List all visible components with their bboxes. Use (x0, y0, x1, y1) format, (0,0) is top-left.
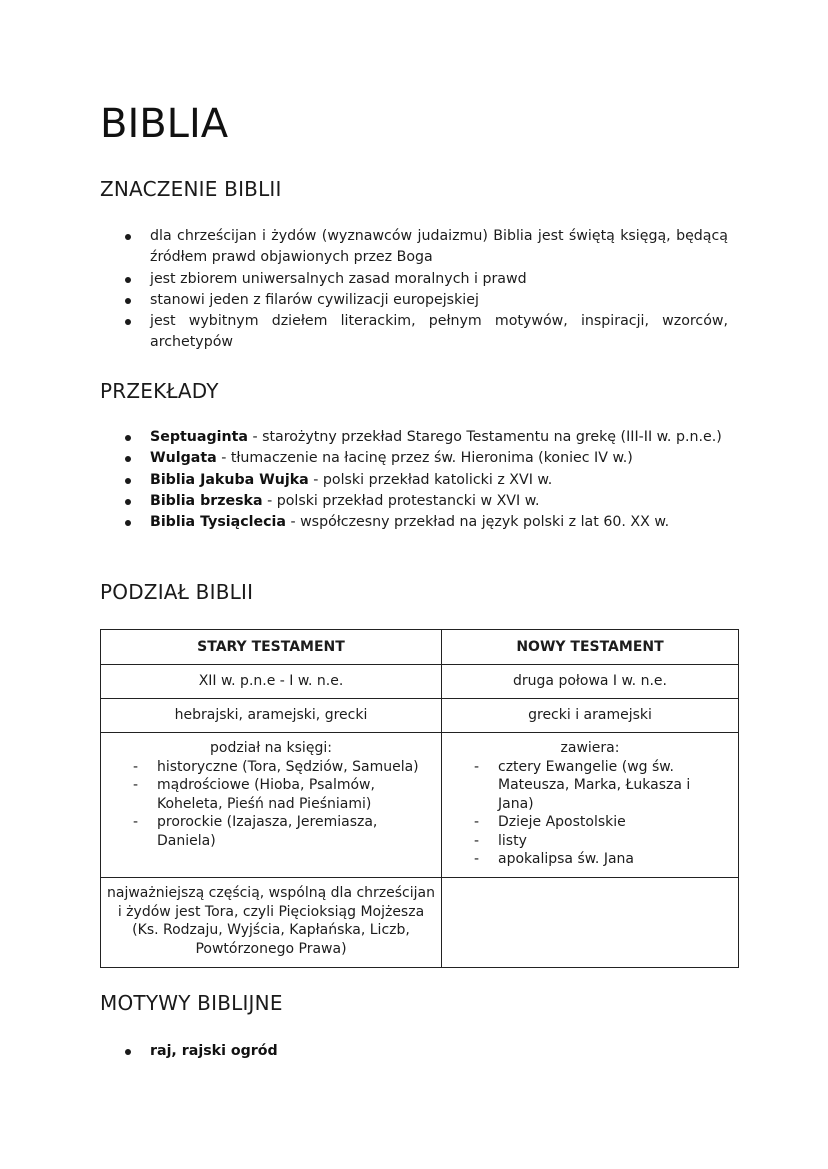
podzial-table (100, 629, 739, 968)
dash-icon: - (133, 814, 139, 830)
list-item (100, 1041, 728, 1062)
list-znaczenie (100, 226, 728, 354)
bullet-icon (125, 499, 131, 505)
bullet-icon (125, 435, 131, 441)
table-cell: hebrajski, aramejski, grecki (101, 699, 442, 733)
list-item: - cztery Ewangelie (wg św. Mateusza, Marka, Łukasza i Jana) (474, 758, 691, 812)
table-cell-tora-note: najważniejszą częścią, wspólną dla chrześcijan i żydów jest Tora, czyli Pięcioksiąg Mojżesza (Ks. Rodzaju, Wyjścia, Kapłańska, Liczb, Powtórzonego Prawa) (101, 878, 442, 968)
bullet-icon (125, 478, 131, 484)
table-cell-new-books (442, 733, 739, 878)
table-cell-old-books (101, 733, 442, 878)
table-row (101, 699, 739, 733)
bullet-icon (125, 520, 131, 526)
cell-intro: zawiera: (560, 740, 620, 756)
cell-intro: podział na księgi: (210, 740, 332, 756)
bullet-icon (125, 319, 131, 325)
table-cell-empty (442, 878, 739, 968)
list-item: - mądrościowe (Hioba, Psalmów, Koheleta, Pieśń nad Pieśniami) (133, 777, 375, 812)
dash-icon: - (474, 832, 480, 849)
list-item: - listy (474, 832, 527, 849)
dash-list (111, 758, 431, 851)
list-item: stanowi jeden z filarów cywilizacji europejskiej (100, 290, 728, 311)
dash-icon: - (474, 851, 480, 867)
bullet-icon (125, 298, 131, 304)
table-cell: XII w. p.n.e - I w. n.e. (101, 665, 442, 699)
table-row (101, 665, 739, 699)
bullet-icon (125, 456, 131, 462)
list-item: jest wybitnym dziełem literackim, pełnym motywów, inspiracji, wzorców, archetypów (100, 311, 728, 354)
term: Septuaginta (150, 429, 248, 445)
dash-icon: - (474, 758, 480, 775)
list-item: - Dzieje Apostolskie (474, 814, 626, 830)
table-row-tora (101, 878, 739, 968)
list-item: - apokalipsa św. Jana (474, 851, 634, 867)
heading-podzial: PODZIAŁ BIBLII (100, 580, 254, 604)
header-stary-testament: STARY TESTAMENT (101, 630, 442, 665)
list-item: Biblia Tysiąclecia - współczesny przekład na język polski z lat 60. XX w. (100, 512, 728, 533)
list-item: Biblia Jakuba Wujka - polski przekład katolicki z XVI w. (100, 470, 728, 491)
list-motywy (100, 1041, 728, 1062)
term: Biblia Tysiąclecia (150, 514, 286, 531)
table-cell: grecki i aramejski (442, 699, 739, 733)
list-item: - historyczne (Tora, Sędziów, Samuela) (133, 758, 419, 775)
list-item: dla chrześcijan i żydów (wyznawców judaizmu) Biblia jest świętą księgą, będącą źródłem prawd objawionych przez Boga (100, 226, 728, 269)
heading-znaczenie: ZNACZENIE BIBLII (100, 177, 282, 201)
table-row-books (101, 733, 739, 878)
list-przeklady (100, 427, 728, 533)
list-item: Wulgata - tłumaczenie na łacinę przez św. Hieronima (koniec IV w.) (100, 448, 728, 469)
list-item: Septuaginta - starożytny przekład Starego Testamentu na grekę (III-II w. p.n.e.) (100, 427, 728, 448)
dash-icon: - (474, 814, 480, 830)
table-cell: druga połowa I w. n.e. (442, 665, 739, 699)
dash-list (452, 758, 728, 869)
term: Wulgata (150, 450, 217, 467)
table-header-row (101, 630, 739, 665)
term: raj, rajski ogród (150, 1043, 278, 1059)
term: Biblia Jakuba Wujka (150, 471, 309, 488)
header-nowy-testament: NOWY TESTAMENT (442, 630, 739, 665)
heading-motywy: MOTYWY BIBLIJNE (100, 991, 283, 1015)
document-title: BIBLIA (100, 101, 229, 147)
dash-icon: - (133, 758, 139, 775)
list-item: Biblia brzeska - polski przekład protestancki w XVI w. (100, 491, 728, 512)
list-item: jest zbiorem uniwersalnych zasad moralnych i prawd (100, 269, 728, 290)
bullet-icon (125, 277, 131, 283)
heading-przeklady: PRZEKŁADY (100, 379, 219, 403)
bullet-icon (125, 1049, 131, 1055)
bullet-icon (125, 234, 131, 240)
dash-icon: - (133, 777, 139, 793)
list-item: - prorockie (Izajasza, Jeremiasza, Daniela) (133, 814, 378, 849)
term: Biblia brzeska (150, 492, 263, 509)
